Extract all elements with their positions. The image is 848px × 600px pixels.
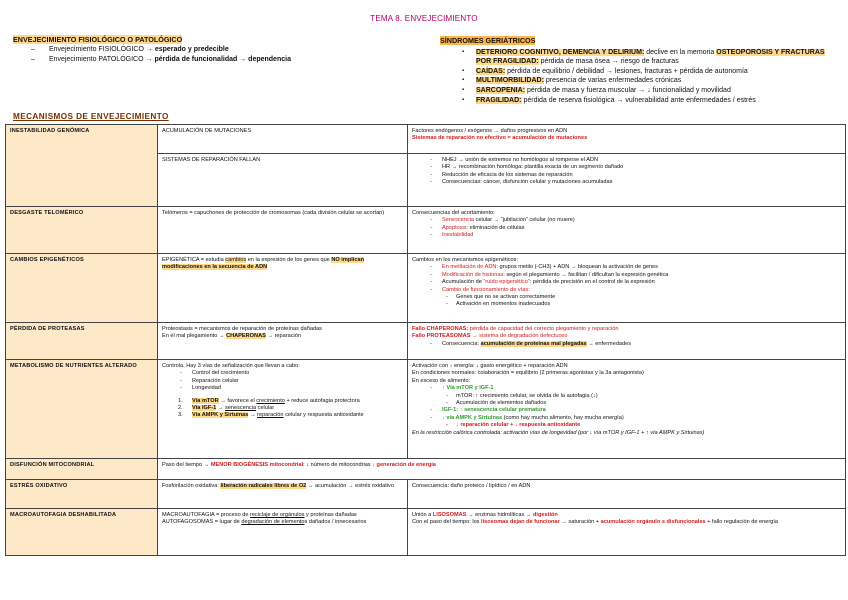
table-cell: Controla. Hay 3 vías de señalización que llevan a cabo: - Control del crecimiento - Reparación celular - Longevidad 1. Vía mTOR → favorece el crecimiento + reduce autofagia protectora 2. Vía IGF-1 → senescencia celular 3. Vía AMPK y Sirtuinas → reparación celular y respuesta antioxidante [158, 360, 408, 459]
table-row [6, 480, 846, 509]
list-item: – Envejecimiento PATOLÓGICO → pérdida de funcionalidad → dependencia [13, 55, 423, 65]
table-cell: Consecuencias del acortamiento: - Senescencia celular → “jubilación” celular (no muere) - Apoptosis: eliminación de células - Inestabilidad [408, 207, 846, 254]
row-label: ESTRÉS OXIDATIVO [6, 480, 158, 509]
row-label: CAMBIOS EPIGENÉTICOS [6, 254, 158, 323]
table-row [6, 207, 846, 254]
table-cell: Proteostasis = mecanismos de reparación de proteínas dañadas En el mal plegamiento → CHAPERONAS → reparación [158, 323, 408, 360]
table-cell: Fallo CHAPERONAS: pérdida de capacidad del correcto plegamiento y reparación Fallo PROTEASOMAS → sistema de degradación defectuoso - Consecuencia: acumulación de proteínas mal plegadas → enfermedades [408, 323, 846, 360]
list-item: ▪ MULTIMORBILIDAD: presencia de varias enfermedades crónicas [440, 76, 840, 86]
row-label: PÉRDIDA DE PROTEASAS [6, 323, 158, 360]
row-label: MACROAUTOFAGIA DESHABILITADA [6, 509, 158, 556]
table-cell: Consecuencia: daño proteico / lipídico / en ADN [408, 480, 846, 509]
table-cell: Cambios en los mecanismos epigenéticos: - En metilación de ADN: grupos metilo (-CH3) + ADN → bloquean la activación de genes - Modificación de histonas: según el plegamiento → facilitan / dificultan la expresión genética - Acumulación de “ruido epigenético”: pérdida de precisión en el control de la expresión - Cambio de funcionamiento de vías: - Genes que no se activan correctamente - Activación en momentos inadecuados [408, 254, 846, 323]
table-cell: Activación con ↓ energía: ↓ gasto energético + reparación ADN En condiciones normales: colaboración = equilibrio (2 primeras agonistas y la 3a antagonista) En exceso de alimento: - ↑ Vía mTOR y IGF-1 - mTOR: ↑ crecimiento celular, se olvida de la autofagia (↓) - Acumulación de elementos dañados - IGF-1: ↑ senescencia celular prematura - ↓ vía AMPK y Sirtuinas (como hay mucho alimento, hay mucha energía) - ↓ reparación celular + ↓ respuesta antioxidante En la restricción calórica controlada: activación vías de longevidad (por ↓ vía mTOR y IGF-1 + ↑ vía AMPK y Sirtuinas) [408, 360, 846, 459]
geriatric-heading: SÍNDROMES GERIÁTRICOS [440, 36, 536, 45]
table-row [6, 509, 846, 556]
list-item: ▪ CAÍDAS: pérdida de equilibrio / debilidad → lesiones, fracturas + pérdida de autonomía [440, 67, 840, 77]
table-cell: MACROAUTOFAGIA = proceso de reciclaje de orgánulos y proteínas dañadas AUTOFAGOSOMAS = lugar de degradación de elementos dañados / innecesarios [158, 509, 408, 556]
row-label: DISFUNCIÓN MITOCONDRIAL [6, 459, 158, 480]
table-cell: Paso del tiempo → MENOR BIOGÉNESIS mitocondrial: ↓ número de mitocondrias ↓ generación de energía [158, 459, 846, 480]
physio-patho-section [13, 35, 423, 65]
table-cell: Factores endógenos / exógenos → daños progresivos en ADN Sistemas de reparación no efectivo = acumulación de mutaciones [408, 125, 846, 154]
list-item: ▪ DETERIORO COGNITIVO, DEMENCIA Y DELIRIUM: declive en la memoria OSTEOPOROSIS Y FRACTURAS POR FRAGILIDAD: pérdida de masa ósea → riesgo de fracturas [440, 48, 840, 67]
table-cell: - NHEJ → unión de extremos no homólogos al romperse el ADN - HR → recombinación homóloga: plantilla exacta de un segmento dañado - Reducción de eficacia de los sistemas de reparación - Consecuencias: cáncer, disfunción celular y mutaciones acumuladas [408, 154, 846, 207]
table-cell: ACUMULACIÓN DE MUTACIONES [158, 125, 408, 154]
geriatric-syndromes-section [440, 36, 840, 105]
mechanisms-table [5, 124, 846, 556]
row-label: DESGASTE TELOMÉRICO [6, 207, 158, 254]
table-row [6, 254, 846, 323]
table-cell: Fosforilación oxidativa: liberación radicales libres de O2 → acumulación → estrés oxidativo [158, 480, 408, 509]
table-row [6, 360, 846, 459]
table-cell: SISTEMAS DE REPARACIÓN FALLAN [158, 154, 408, 207]
physio-patho-heading: ENVEJECIMIENTO FISIOLÓGICO O PATOLÓGICO [13, 35, 183, 44]
table-cell: Telómeros = capuchones de protección de cromosomas (cada división celular se acortan) [158, 207, 408, 254]
page-title: TEMA 8. ENVEJECIMIENTO [370, 14, 478, 23]
table-row [6, 459, 846, 480]
table-row [6, 125, 846, 154]
table-cell: EPIGENÉTICA = estudia cambios en la expresión de los genes que NO implican modificaciones en la secuencia de ADN [158, 254, 408, 323]
list-item: ▪ SARCOPENIA: pérdida de masa y fuerza muscular → ↓ funcionalidad y movilidad [440, 86, 840, 96]
mechanisms-heading: MECANISMOS DE ENVEJECIMIENTO [13, 112, 169, 121]
table-cell: Unión a LISOSOMAS → enzimas hidrolíticas → digestión Con el paso del tiempo: los lisosomas dejan de funcionar → saturación + acumulación orgánulo s disfuncionales + fallo regulación de energía [408, 509, 846, 556]
row-label: INESTABILIDAD GENÓMICA [6, 125, 158, 207]
row-label: METABOLISMO DE NUTRIENTES ALTERADO [6, 360, 158, 459]
list-item: – Envejecimiento FISIOLÓGICO → esperado y predecible [13, 45, 423, 55]
table-row [6, 323, 846, 360]
list-item: ▪ FRAGILIDAD: pérdida de reserva fisiológica → vulnerabilidad ante enfermedades / estrés [440, 96, 840, 106]
